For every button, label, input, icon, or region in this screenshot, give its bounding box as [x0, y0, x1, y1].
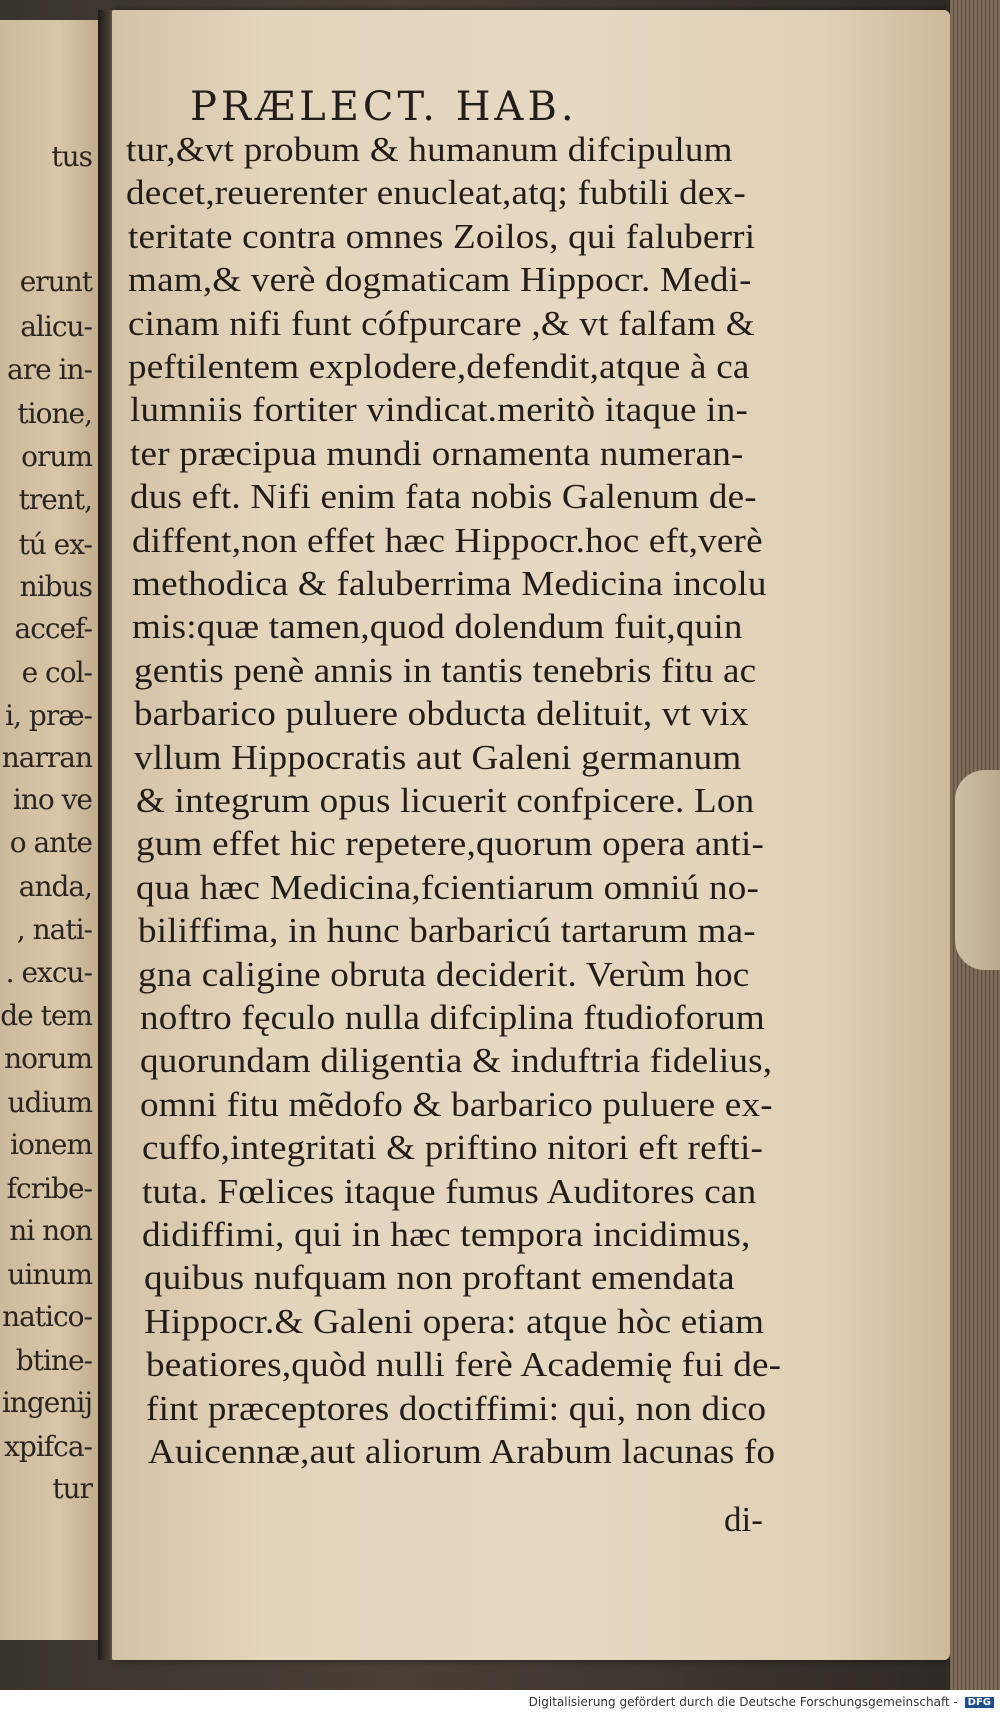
margin-fragment: btine- [15, 1344, 92, 1377]
margin-fragment: de tem [0, 999, 92, 1032]
text-line: barbarico puluere obducta delituit, vt vix [134, 694, 749, 734]
margin-fragment: natico- [2, 1300, 92, 1333]
text-line: gentis penè annis in tantis tenebris fitu ac [134, 650, 757, 690]
text-line: & integrum opus licuerit confpicere. Lon [136, 781, 755, 820]
dfg-logo: DFG [965, 1697, 994, 1708]
text-line: peftilentem explodere,defendit,atque à ca [128, 347, 750, 386]
text-line: tur,&vt probum & humanum difcipulum [126, 130, 733, 169]
margin-fragment: uinum [7, 1258, 92, 1291]
bookmark-tab [955, 770, 1000, 970]
text-line: gum effet hic repetere,quorum opera anti- [136, 824, 765, 864]
text-line: ter præcipua mundi ornamenta numeran- [130, 433, 744, 473]
margin-fragment: ni non [9, 1214, 92, 1247]
margin-fragment: orum [21, 440, 92, 473]
text-line: teritate contra omnes Zoilos, qui faluberri [128, 216, 756, 256]
text-line: mis:quæ tamen,quod dolendum fuit,quin [132, 607, 743, 647]
margin-fragment: are in- [7, 353, 92, 386]
text-line: mam,& verè dogmaticam Hippocr. Medi- [128, 260, 752, 300]
text-line: tuta. Fœlices itaque fumus Auditores can [142, 1171, 757, 1211]
text-line: noftro fęculo nulla difciplina ftudioforum [140, 998, 766, 1037]
margin-fragment: ingenij [1, 1386, 92, 1419]
text-line: beatiores,quòd nulli ferè Academię fui de- [146, 1345, 782, 1385]
text-line: vllum Hippocratis aut Galeni germanum [134, 737, 742, 777]
margin-fragment: trent, [18, 483, 92, 516]
margin-fragment: tione, [17, 397, 92, 430]
text-line: fint præceptores doctiffimi: qui, non dico [146, 1388, 767, 1428]
text-line: biliffima, in hunc barbaricú tartarum ma- [138, 911, 756, 951]
margin-fragment: norum [4, 1042, 92, 1075]
margin-fragment: fcribe- [6, 1172, 92, 1205]
text-line: lumniis fortiter vindicat.meritò itaque in- [130, 390, 749, 430]
margin-fragment: ino ve [12, 783, 92, 816]
text-line: cinam nifi funt cófpurcare ,& vt falfam & [128, 303, 755, 343]
margin-fragment: . excu- [5, 956, 92, 989]
text-line: decet,reuerenter enucleat,atq; fubtili dex- [126, 173, 746, 213]
margin-fragment: erunt [19, 265, 92, 298]
margin-fragment: nibus [19, 570, 92, 603]
margin-fragment: e col- [21, 656, 92, 689]
margin-fragment: anda, [18, 870, 92, 903]
credit-text: Digitalisierung gefördert durch die Deutsche Forschungsgemeinschaft - [528, 1695, 958, 1709]
margin-fragment: tus [51, 140, 92, 173]
margin-fragment: o ante [9, 826, 92, 859]
margin-fragment: accef- [14, 612, 92, 645]
margin-fragment: i, præ- [5, 699, 92, 732]
text-line: dus eft. Nifi enim fata nobis Galenum de- [130, 477, 757, 517]
catchword: di- [724, 1500, 763, 1539]
text-line: cuffo,integritati & priftino nitori eft refti- [142, 1128, 764, 1168]
text-line: gna caligine obruta deciderit. Verùm hoc [138, 954, 750, 994]
text-line: Auicennæ,aut aliorum Arabum lacunas fo [148, 1432, 776, 1471]
text-line: quibus nufquam non proftant emendata [144, 1258, 735, 1298]
margin-fragment: udium [7, 1086, 92, 1119]
text-line: diffent,non effet hæc Hippocr.hoc eft,verè [132, 520, 763, 560]
margin-fragment: xpifca- [4, 1430, 92, 1463]
margin-fragment: tur [52, 1472, 92, 1505]
margin-fragment: alicu- [20, 310, 92, 343]
text-line: quorundam diligentia & induftria fidelius, [140, 1041, 773, 1081]
text-line: didiffimi, qui in hæc tempora incidimus, [142, 1215, 751, 1254]
margin-fragment: ionem [10, 1128, 92, 1161]
digitization-credit [529, 1695, 994, 1709]
margin-fragment: narran [1, 741, 92, 774]
book-page [112, 10, 950, 1660]
text-line: Hippocr.& Galeni opera: atque hòc etiam [144, 1301, 765, 1341]
left-page-fragment [0, 20, 100, 1640]
text-line: methodica & faluberrima Medicina incolu [132, 564, 767, 603]
margin-fragment: tú ex- [18, 528, 92, 561]
running-head: PRÆLECT. HAB. [190, 84, 578, 130]
margin-fragment: , nati- [16, 913, 92, 946]
text-line: omni fitu mẽdofo & barbarico puluere ex- [140, 1084, 773, 1124]
text-line: qua hæc Medicina,fcientiarum omniú no- [136, 867, 760, 907]
